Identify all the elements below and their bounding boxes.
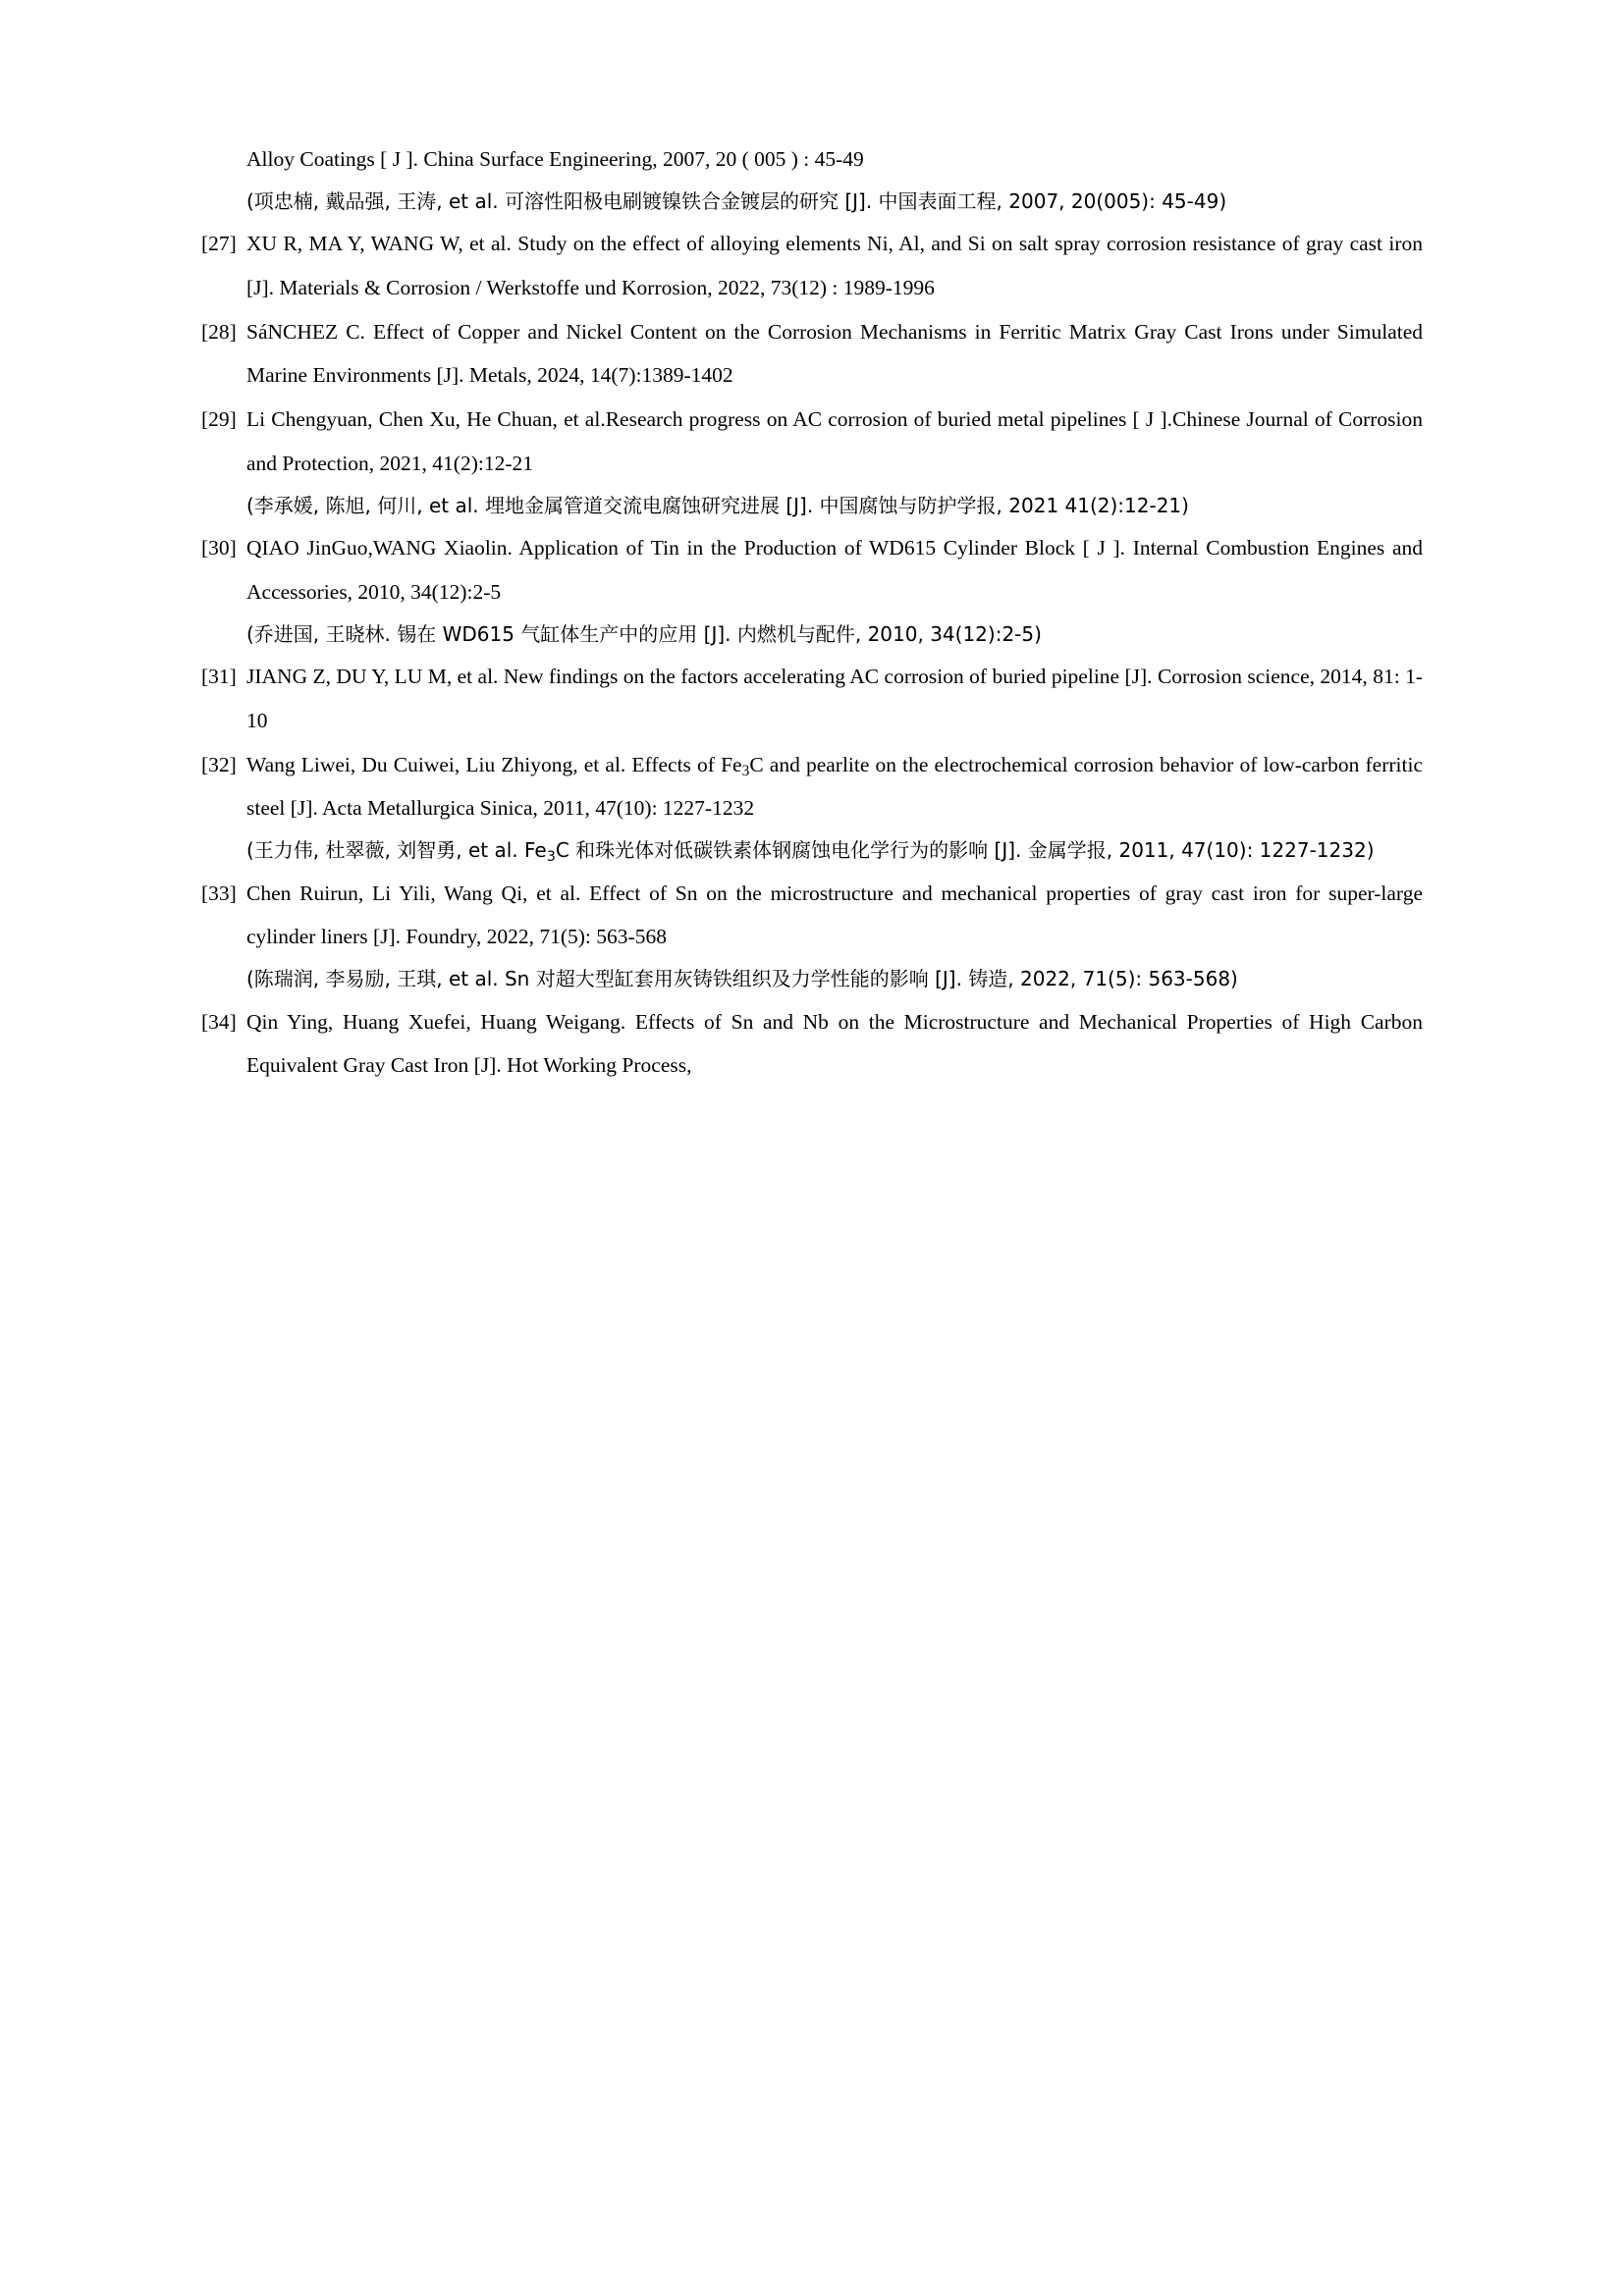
reference-body bbox=[246, 222, 1423, 309]
reference-marker: [31] bbox=[201, 665, 237, 689]
reference-paragraph-cjk: (乔进国, 王晓林. 锡在 WD615 气缸体生产中的应用 [J]. 内燃机与配件, 2010, 34(12):2-5) bbox=[246, 621, 1042, 646]
reference-entry-29 bbox=[201, 398, 1423, 526]
reference-marker: [29] bbox=[201, 407, 237, 432]
reference-entry-32 bbox=[201, 743, 1423, 872]
reference-body bbox=[246, 526, 1423, 655]
reference-entry-33 bbox=[201, 872, 1423, 1000]
reference-marker: [28] bbox=[201, 319, 237, 344]
reference-body bbox=[246, 655, 1423, 742]
reference-marker: [27] bbox=[201, 232, 237, 256]
reference-body bbox=[246, 872, 1423, 1000]
reference-entry-27 bbox=[201, 222, 1423, 309]
continuation-line-2: (项忠楠, 戴品强, 王涛, et al. 可溶性阳极电刷镀镍铁合金镀层的研究 [J]. 中国表面工程, 2007, 20(005): 45-49) bbox=[246, 188, 1227, 213]
reference-entry-28 bbox=[201, 310, 1423, 398]
reference-paragraph-cjk: (陈瑞润, 李易励, 王琪, et al. Sn 对超大型缸套用灰铸铁组织及力学性能的影响 [J]. 铸造, 2022, 71(5): 563-568) bbox=[246, 967, 1238, 991]
reference-body bbox=[246, 1000, 1423, 1088]
reference-body bbox=[246, 743, 1423, 872]
reference-marker: [33] bbox=[201, 881, 237, 905]
reference-marker: [30] bbox=[201, 536, 237, 561]
reference-marker: [34] bbox=[201, 1009, 237, 1034]
reference-entry-34 bbox=[201, 1000, 1423, 1088]
reference-paragraph-cjk: (李承媛, 陈旭, 何川, et al. 埋地金属管道交流电腐蚀研究进展 [J]. 中国腐蚀与防护学报, 2021 41(2):12-21) bbox=[246, 493, 1189, 517]
reference-paragraph-cjk: (王力伟, 杜翠薇, 刘智勇, et al. $Fe_3C$ 和珠光体对低碳铁素体钢腐蚀电化学行为的影响 [J]. 金属学报, 2011, 47(10): 1227-1232) bbox=[246, 838, 1375, 865]
reference-marker: [32] bbox=[201, 752, 237, 776]
reference-list bbox=[201, 137, 1423, 1088]
reference-body bbox=[246, 310, 1423, 398]
continuation-line-1: Alloy Coatings [ J ]. China Surface Engineering, 2007, 20 ( 005 ) : 45-49 bbox=[246, 147, 864, 171]
reference-paragraph: Wang Liwei, Du Cuiwei, Liu Zhiyong, et al. Effects of $Fe_3C$ and pearlite on the electrochemical corrosion behavior of low-carbon ferritic steel [J]. Acta Metallurgica Sinica, 2011, 47(10): 1227-1232 bbox=[246, 752, 1423, 821]
reference-paragraph: SáNCHEZ C. Effect of Copper and Nickel Content on the Corrosion Mechanisms in Ferritic Matrix Gray Cast Irons under Simulated Marine Environments [J]. Metals, 2024, 14(7):1389-1402 bbox=[246, 319, 1423, 388]
reference-entry-30 bbox=[201, 526, 1423, 655]
reference-paragraph: Qin Ying, Huang Xuefei, Huang Weigang. Effects of Sn and Nb on the Microstructure and Mechanical Properties of High Carbon Equivalent Gray Cast Iron [J]. Hot Working Process, bbox=[246, 1009, 1423, 1078]
reference-paragraph: JIANG Z, DU Y, LU M, et al. New findings on the factors accelerating AC corrosion of buried pipeline [J]. Corrosion science, 2014, 81: 1-10 bbox=[246, 665, 1423, 732]
reference-body bbox=[246, 398, 1423, 526]
reference-paragraph: QIAO JinGuo,WANG Xiaolin. Application of Tin in the Production of WD615 Cylinder Block [ J ]. Internal Combustion Engines and Accessories, 2010, 34(12):2-5 bbox=[246, 536, 1423, 604]
reference-paragraph: Chen Ruirun, Li Yili, Wang Qi, et al. Effect of Sn on the microstructure and mechanical properties of gray cast iron for super-large cylinder liners [J]. Foundry, 2022, 71(5): 563-568 bbox=[246, 881, 1423, 949]
reference-entry-31 bbox=[201, 655, 1423, 742]
reference-paragraph: Li Chengyuan, Chen Xu, He Chuan, et al.Research progress on AC corrosion of buried metal pipelines [ J ].Chinese Journal of Corrosion and Protection, 2021, 41(2):12-21 bbox=[246, 407, 1423, 475]
reference-paragraph: XU R, MA Y, WANG W, et al. Study on the effect of alloying elements Ni, Al, and Si on salt spray corrosion resistance of gray cast iron [J]. Materials & Corrosion / Werkstoffe und Korrosion, 2022, 73(12) : 1989-1996 bbox=[246, 232, 1423, 300]
